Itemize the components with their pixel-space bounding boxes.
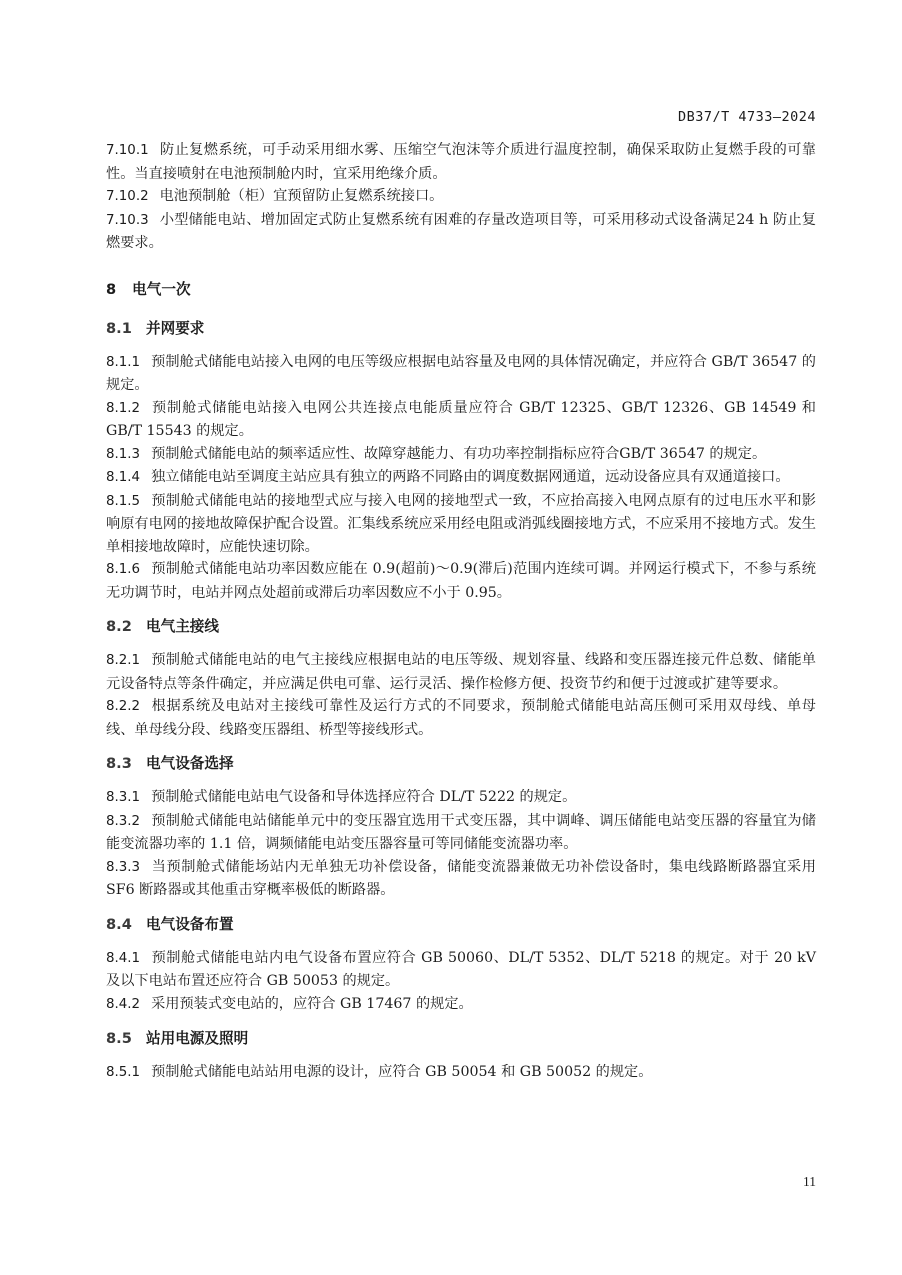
clause-paragraph: 8.4.2 采用预装式变电站的，应符合 GB 17467 的规定。 bbox=[106, 995, 473, 1012]
document-code: DB37/T 4733—2024 bbox=[677, 109, 816, 125]
page-number: 11 bbox=[803, 1174, 816, 1189]
clause-paragraph: 8.1.3 预制舱式储能电站的频率适应性、故障穿越能力、有功功率控制指标应符合GB/T 36547 的规定。 bbox=[106, 445, 767, 462]
clause-paragraph: 8.2.1 预制舱式储能电站的电气主接线应根据电站的电压等级、规划容量、线路和变压器连接元件总数、储能单元设备特点等条件确定，并应满足供电可靠、运行灵活、操作检修方便、投资节约和便于过渡或扩建等要求。 bbox=[106, 652, 816, 692]
clause-paragraph: 8.1.1 预制舱式储能电站接入电网的电压等级应根据电站容量及电网的具体情况确定，并应符合 GB/T 36547 的规定。 bbox=[106, 353, 816, 393]
clause-paragraph: 8.1.2 预制舱式储能电站接入电网公共连接点电能质量应符合 GB/T 12325、GB/T 12326、GB 14549 和 GB/T 15543 的规定。 bbox=[106, 399, 816, 439]
clause-paragraph: 8.3.1 预制舱式储能电站电气设备和导体选择应符合 DL/T 5222 的规定。 bbox=[106, 789, 577, 805]
clause-paragraph: 8.1.4 独立储能电站至调度主站应具有独立的两路不同路由的调度数据网通道，远动设备应具有双通道接口。 bbox=[106, 469, 790, 485]
clause-paragraph: 8.3.2 预制舱式储能电站储能单元中的变压器宜选用干式变压器，其中调峰、调压储能电站变压器的容量宜为储能变流器功率的 1.1 倍，调频储能电站变压器容量可等同储能变流器功率。 bbox=[106, 812, 816, 852]
section-heading-8-1: 8.1 并网要求 bbox=[106, 319, 205, 337]
clause-paragraph: 8.3.3 当预制舱式储能场站内无单独无功补偿设备，储能变流器兼做无功补偿设备时，集电线路断路器宜采用 SF6 断路器或其他重击穿概率极低的断路器。 bbox=[106, 858, 816, 898]
clause-paragraph: 7.10.1 防止复燃系统，可手动采用细水雾、压缩空气泡沫等介质进行温度控制，确保采取防止复燃手段的可靠性。当直接喷射在电池预制舱内时，宜采用绝缘介质。 bbox=[106, 142, 816, 182]
clause-paragraph: 8.5.1 预制舱式储能电站站用电源的设计，应符合 GB 50054 和 GB 50052 的规定。 bbox=[106, 1064, 653, 1080]
section-heading-8-2: 8.2 电气主接线 bbox=[106, 618, 219, 635]
clause-paragraph: 7.10.2 电池预制舱（柜）宜预留防止复燃系统接口。 bbox=[106, 188, 444, 204]
clause-paragraph: 7.10.3 小型储能电站、增加固定式防止复燃系统有困难的存量改造项目等，可采用移动式设备满足24 h 防止复燃要求。 bbox=[106, 211, 816, 251]
page-content bbox=[106, 139, 816, 1085]
section-heading-8-5: 8.5 站用电源及照明 bbox=[106, 1030, 249, 1047]
clause-paragraph: 8.2.2 根据系统及电站对主接线可靠性及运行方式的不同要求，预制舱式储能电站高压侧可采用双母线、单母线、单母线分段、线路变压器组、桥型等接线形式。 bbox=[106, 698, 816, 738]
section-heading-8-4: 8.4 电气设备布置 bbox=[106, 915, 234, 933]
clause-paragraph: 8.1.6 预制舱式储能电站功率因数应能在 0.9(超前)～0.9(滞后)范围内连续可调。并网运行模式下，不参与系统无功调节时，电站并网点处超前或滞后功率因数应不小于 0.95。 bbox=[106, 561, 816, 601]
section-heading-8-3: 8.3 电气设备选择 bbox=[106, 755, 234, 772]
clause-paragraph: 8.1.5 预制舱式储能电站的接地型式应与接入电网的接地型式一致，不应抬高接入电网点原有的过电压水平和影响原有电网的接地故障保护配合设置。汇集线系统应采用经电阻或消弧线圈接地方式，不应采用不接地方式。发生单相接地故障时，应能快速切除。 bbox=[106, 492, 816, 555]
clause-paragraph: 8.4.1 预制舱式储能电站内电气设备布置应符合 GB 50060、DL/T 5352、DL/T 5218 的规定。对于 20 kV 及以下电站布置还应符合 GB 50053 的规定。 bbox=[106, 949, 816, 989]
chapter-heading: 8 电气一次 bbox=[106, 280, 191, 298]
